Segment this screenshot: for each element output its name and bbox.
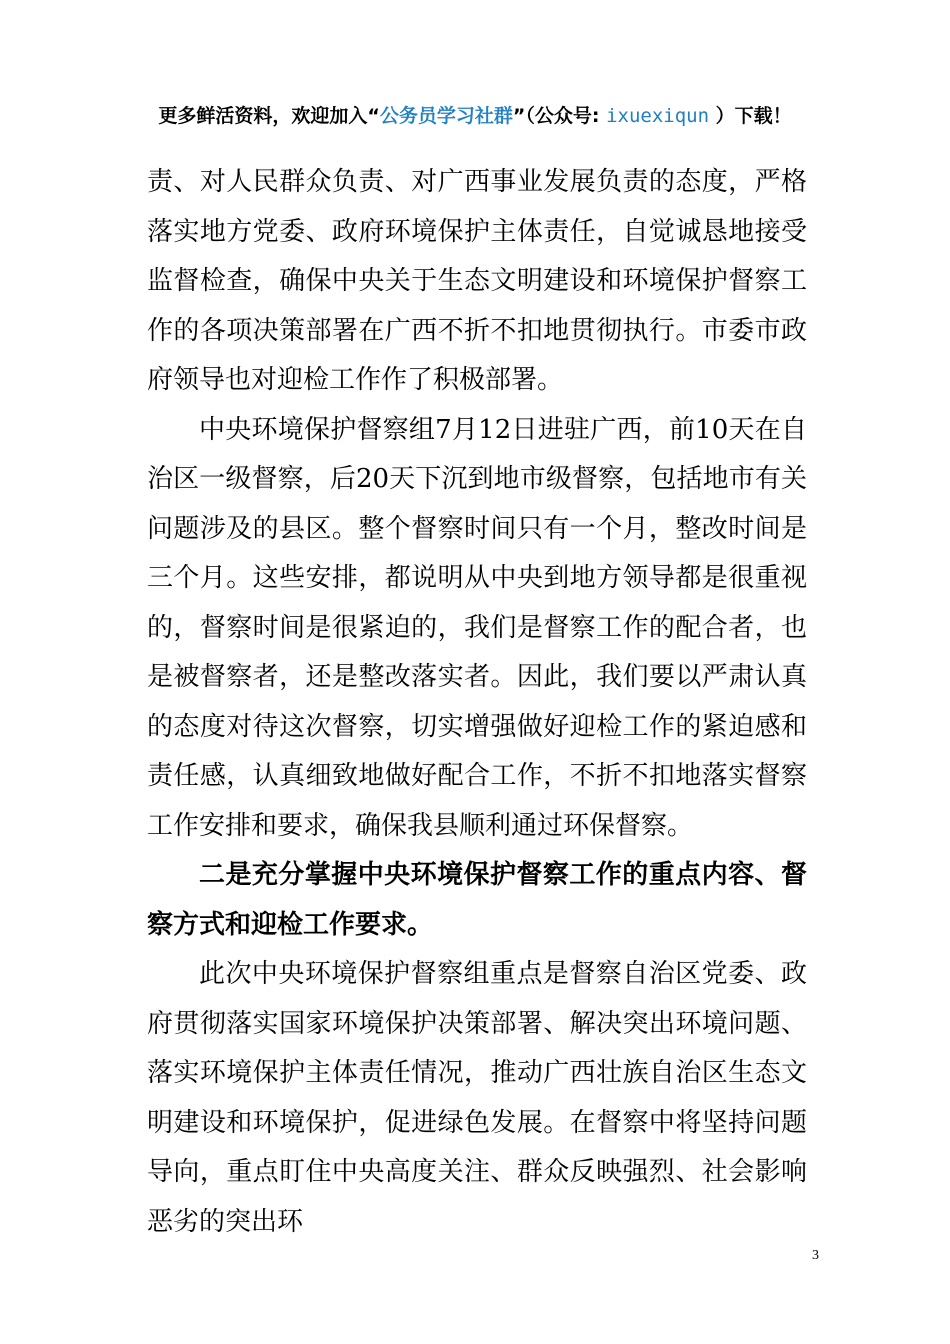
- document-body: [147, 158, 807, 1247]
- header-middle: ”（公众号:: [512, 105, 600, 127]
- paragraph-inspection-focus: 此次中央环境保护督察组重点是督察自治区党委、政府贯彻落实国家环境保护决策部署、解决突出环境问题、落实环境保护主体责任情况，推动广西壮族自治区生态文明建设和环境保护，促进绿色发展。在督察中将坚持问题导向，重点盯住中央高度关注、群众反映强烈、社会影响恶劣的突出环: [147, 959, 807, 1237]
- section-heading: 二是充分掌握中央环境保护督察工作的重点内容、督察方式和迎检工作要求。: [147, 860, 807, 940]
- group-name-link[interactable]: 公务员学习社群: [379, 105, 513, 127]
- paragraph-continued: 责、对人民群众负责、对广西事业发展负责的态度，严格落实地方党委、政府环境保护主体责任，自觉诚恳地接受监督检查，确保中央关于生态文明建设和环境保护督察工作的各项决策部署在广西不折不扣地贯彻执行。市委市政府领导也对迎检工作作了积极部署。: [147, 167, 807, 395]
- page-number: 3: [812, 1248, 819, 1263]
- promo-header: [0, 103, 950, 129]
- header-prefix: 更多鲜活资料，欢迎加入“: [158, 105, 380, 127]
- paragraph-inspection-schedule: 中央环境保护督察组7月12日进驻广西，前10天在自治区一级督察，后20天下沉到地市级督察，包括地市有关问题涉及的县区。整个督察时间只有一个月，整改时间是三个月。这些安排，都说明从中央到地方领导都是很重视的，督察时间是很紧迫的，我们是督察工作的配合者，也是被督察者，还是整改落实者。因此，我们要以严肃认真的态度对待这次督察，切实增强做好迎检工作的紧迫感和责任感，认真细致地做好配合工作，不折不扣地落实督察工作安排和要求，确保我县顺利通过环保督察。: [147, 414, 807, 841]
- account-id-link[interactable]: ixuexiqun: [606, 105, 710, 127]
- header-suffix: ）下载！: [715, 105, 792, 127]
